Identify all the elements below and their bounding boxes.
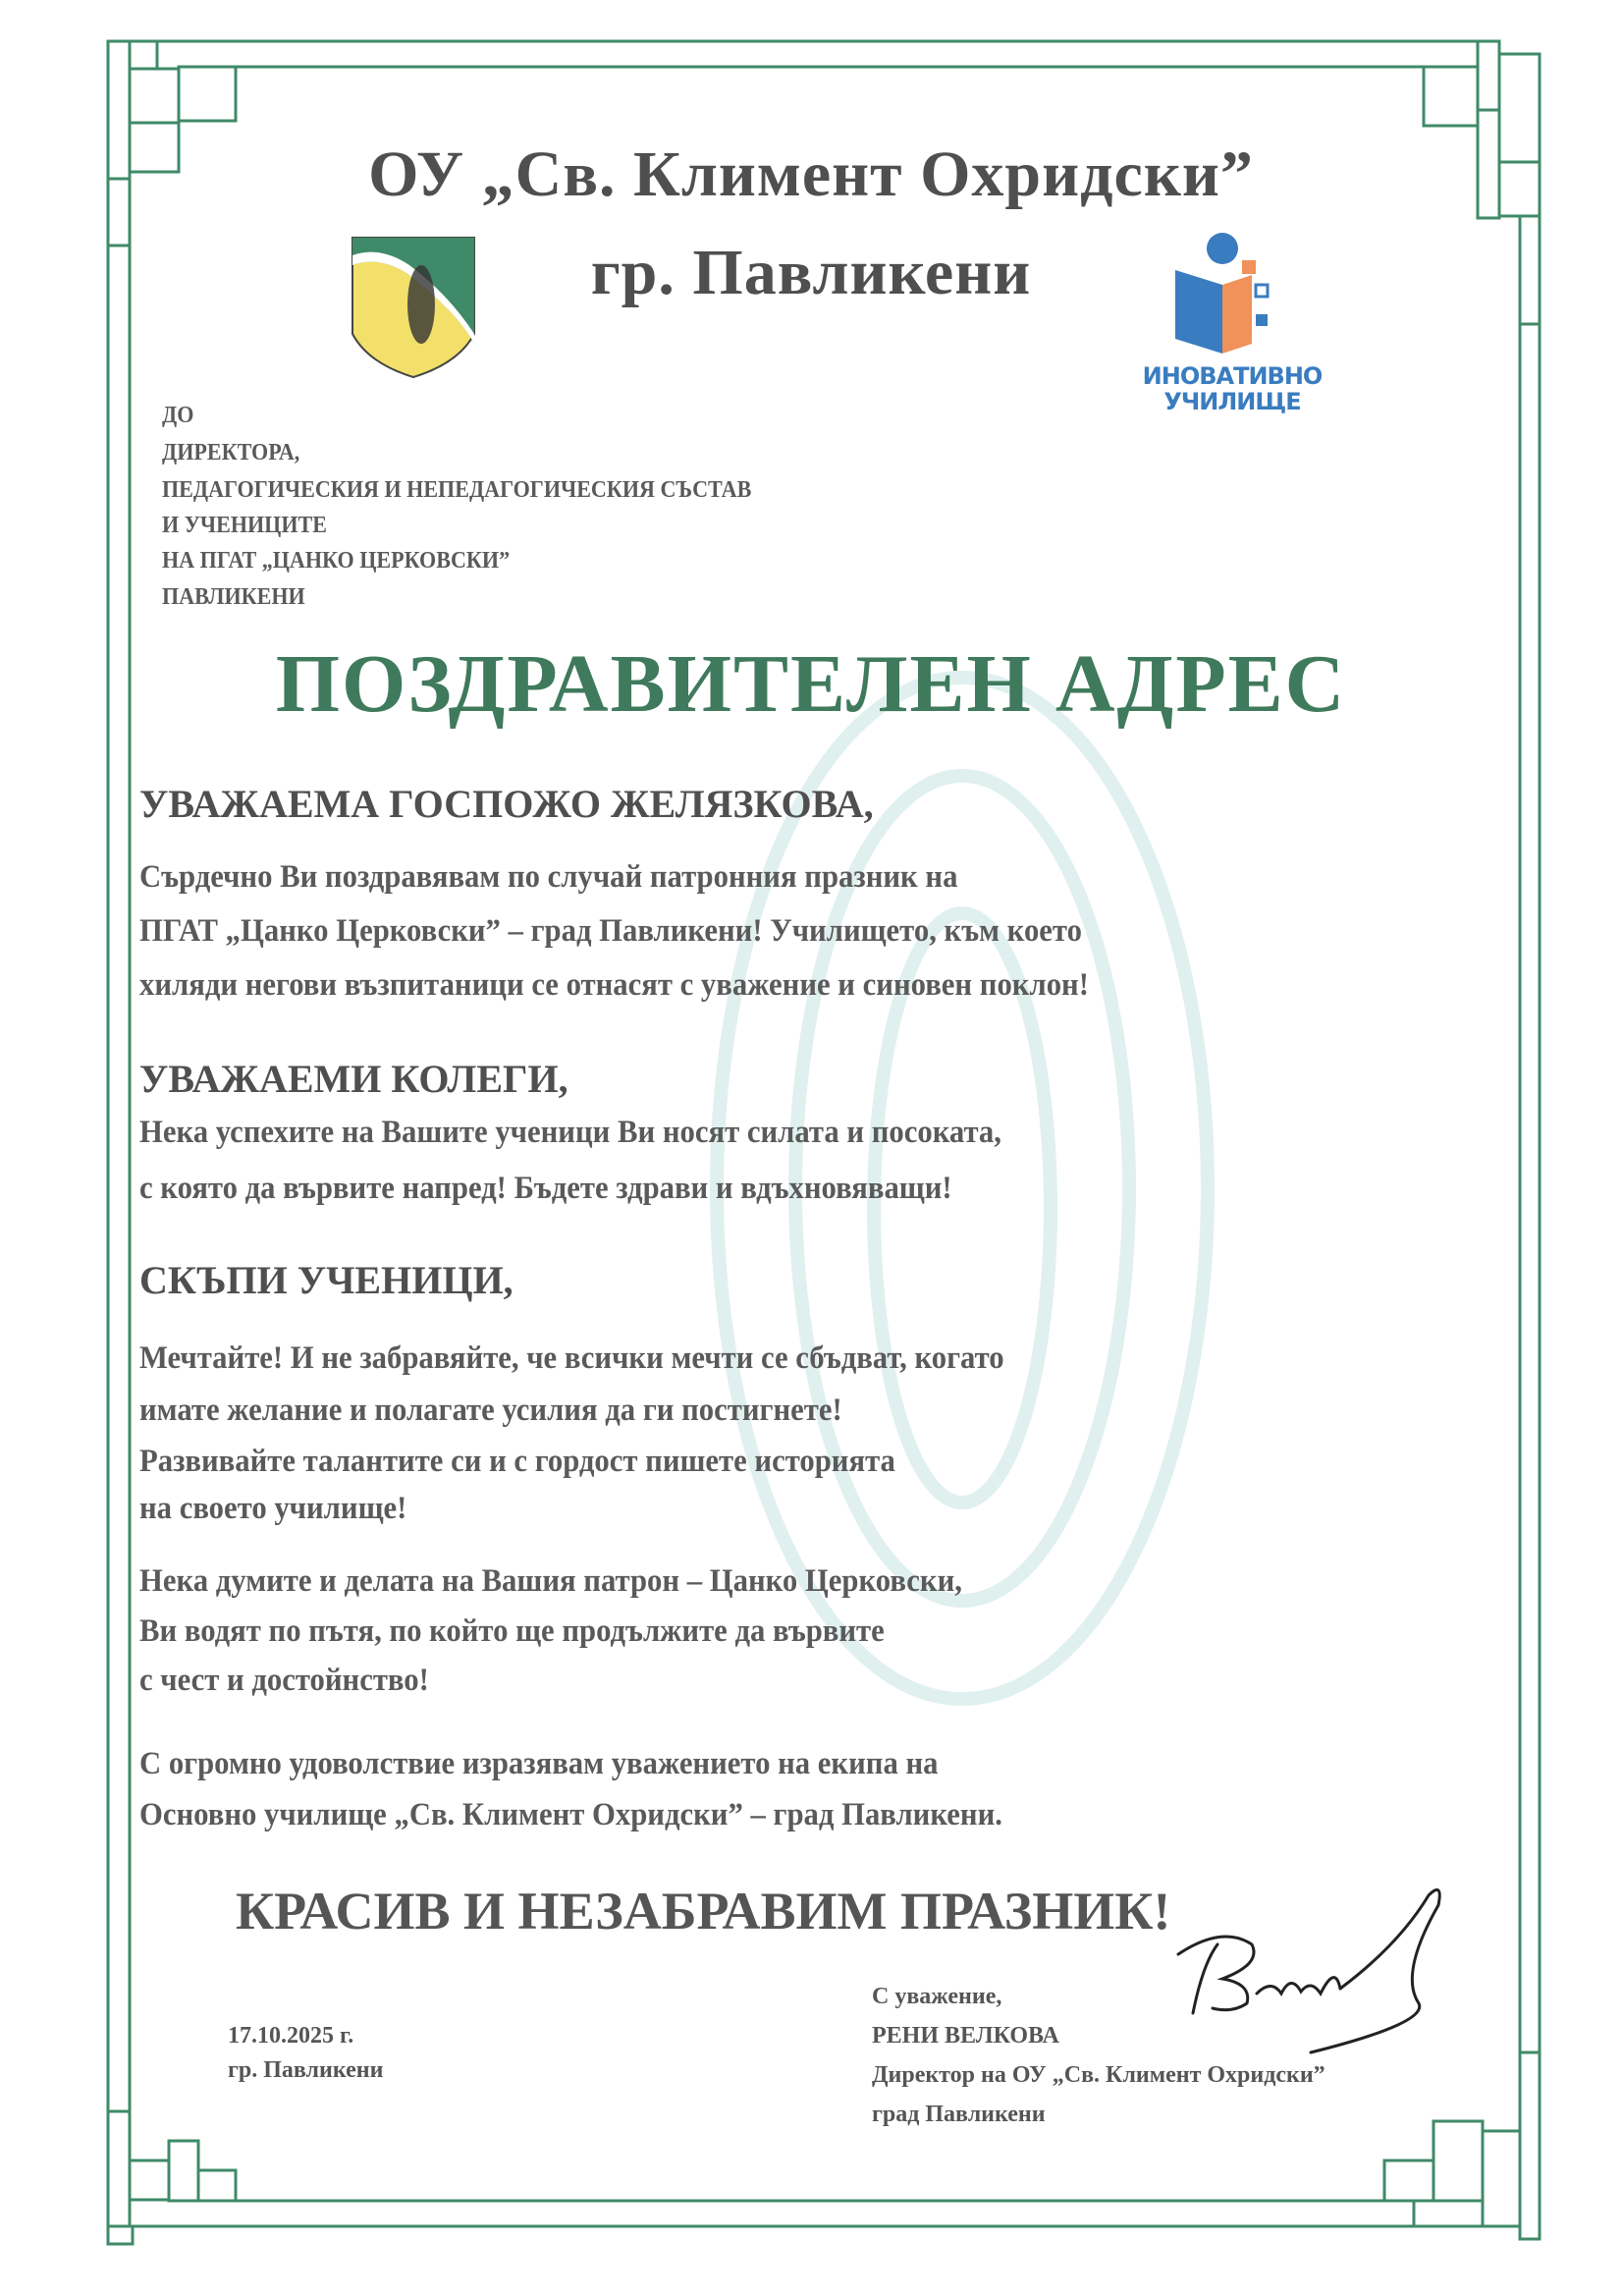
paragraph-line: Мечтайте! И не забравяйте, че всички мечти се сбъдват, когато: [139, 1340, 1004, 1376]
closing-wish: КРАСИВ И НЕЗАБРАВИМ ПРАЗНИК!: [236, 1882, 1171, 1941]
addressee-line: И УЧЕНИЦИТЕ: [162, 513, 327, 538]
addressee-line: ПАВЛИКЕНИ: [162, 584, 305, 610]
greeting-heading-students: СКЪПИ УЧЕНИЦИ,: [139, 1258, 514, 1302]
paragraph-line: Сърдечно Ви поздравявам по случай патронния празник на: [139, 859, 958, 895]
paragraph-line: Ви водят по пътя, по който ще продължите да вървите: [139, 1613, 885, 1649]
innovative-school-logo: [1134, 231, 1330, 415]
signer-title: Директор на ОУ „Св. Климент Охридски”: [872, 2062, 1325, 2088]
innovative-logo-line1: ИНОВАТИВНО: [1142, 362, 1323, 390]
paragraph-line: хиляди негови възпитаници се отнасят с уважение и синовен поклон!: [139, 967, 1089, 1003]
paragraph-line: на своето училище!: [139, 1491, 407, 1526]
addressee-line: ПЕДАГОГИЧЕСКИЯ И НЕПЕДАГОГИЧЕСКИЯ СЪСТАВ: [162, 477, 752, 503]
school-crest-logo: [351, 236, 476, 379]
paragraph-line: С огромно удоволствие изразявам уважението на екипа на: [139, 1746, 939, 1781]
town-title: гр. Павликени: [590, 237, 1032, 308]
paragraph-line: Нека думите и делата на Вашия патрон – Цанко Церковски,: [139, 1563, 962, 1599]
signer-town: град Павликени: [872, 2102, 1046, 2127]
school-name-title: ОУ „Св. Климент Охридски”: [368, 138, 1254, 210]
addressee-line: ДИРЕКТОРА,: [162, 440, 300, 465]
paragraph-line: имате желание и полагате усилия да ги постигнете!: [139, 1393, 842, 1428]
handwritten-signature: [1163, 1886, 1487, 2062]
paragraph-line: с която да вървите напред! Бъдете здрави и вдъхновяващи!: [139, 1171, 952, 1206]
paragraph-line: Нека успехите на Вашите ученици Ви носят силата и посоката,: [139, 1115, 1001, 1150]
document-place: гр. Павликени: [228, 2057, 384, 2083]
paragraph-line: Основно училище „Св. Климент Охридски” – град Павликени.: [139, 1797, 1002, 1832]
greeting-heading-director: УВАЖАЕМА ГОСПОЖО ЖЕЛЯЗКОВА,: [139, 782, 874, 826]
innovative-school-icon: [1134, 231, 1330, 358]
innovative-logo-line2: УЧИЛИЩЕ: [1163, 388, 1301, 415]
signer-name: РЕНИ ВЕЛКОВА: [872, 2023, 1059, 2049]
paragraph-line: с чест и достойнство!: [139, 1663, 429, 1698]
addressee-line: НА ПГАТ „ЦАНКО ЦЕРКОВСКИ”: [162, 548, 511, 574]
document-date: 17.10.2025 г.: [228, 2023, 354, 2049]
regards-text: С уважение,: [872, 1984, 1002, 2009]
paragraph-line: ПГАТ „Цанко Церковски” – град Павликени! Училището, към което: [139, 913, 1082, 949]
addressee-line: ДО: [162, 403, 194, 428]
document-title: ПОЗДРАВИТЕЛЕН АДРЕС: [275, 638, 1347, 730]
paragraph-line: Развивайте талантите си и с гордост пишете историята: [139, 1444, 895, 1479]
greeting-heading-colleagues: УВАЖАЕМИ КОЛЕГИ,: [139, 1057, 568, 1101]
